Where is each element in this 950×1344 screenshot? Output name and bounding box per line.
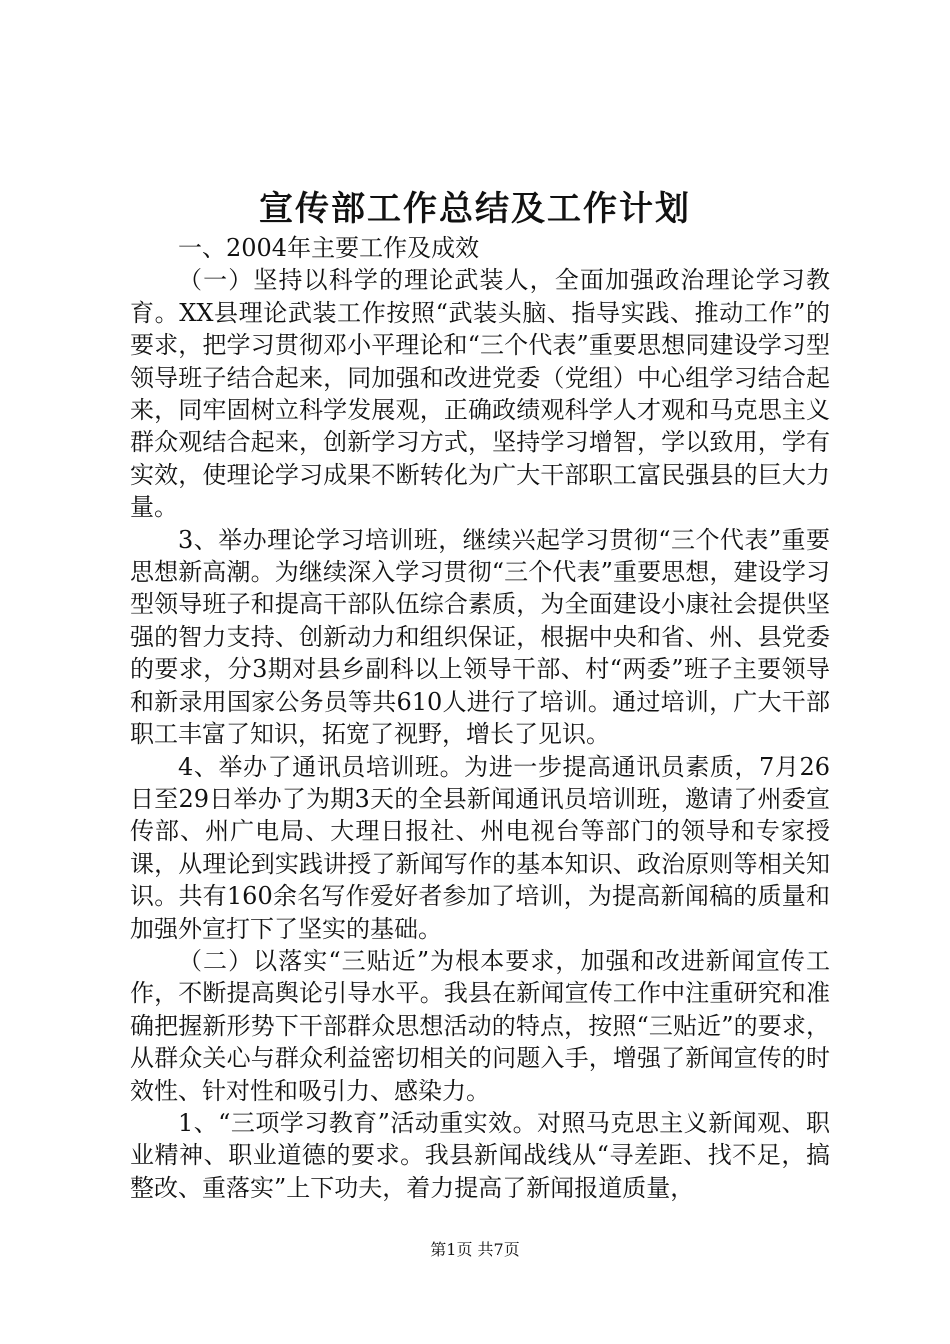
paragraph: （二）以落实“三贴近”为根本要求，加强和改进新闻宣传工作，不断提高舆论引导水平。我县在新闻宣传工作中注重研究和准确把握新形势下干部群众思想活动的特点，按照“三贴近”的要求，从群众关心与群众利益密切相关的问题入手，增强了新闻宣传的时效性、针对性和吸引力、感染力。 [130,946,830,1105]
paragraph: 4、举办了通讯员培训班。为进一步提高通讯员素质，7月26日至29日举办了为期3天的全县新闻通讯员培训班，邀请了州委宣传部、州广电局、大理日报社、州电视台等部门的领导和专家授课，从理论到实践讲授了新闻写作的基本知识、政治原则等相关知识。共有160余名写作爱好者参加了培训，为提高新闻稿的质量和加强外宣打下了坚实的基础。 [130,752,830,943]
section-heading: 一、2004年主要工作及成效 [178,234,480,262]
paragraph: 3、举办理论学习培训班，继续兴起学习贯彻“三个代表”重要思想新高潮。为继续深入学习贯彻“三个代表”重要思想，建设学习型领导班子和提高干部队伍综合素质，为全面建设小康社会提供坚强的智力支持、创新动力和组织保证，根据中央和省、州、县党委的要求，分3期对县乡副科以上领导干部、村“两委”班子主要领导和新录用国家公务员等共610人进行了培训。通过培训，广大干部职工丰富了知识，拓宽了视野，增长了见识。 [130,525,830,749]
paragraph: （一）坚持以科学的理论武装人，全面加强政治理论学习教育。XX县理论武装工作按照“武装头脑、指导实践、推动工作”的要求，把学习贯彻邓小平理论和“三个代表”重要思想同建设学习型领导班子结合起来，同加强和改进党委（党组）中心组学习结合起来，同牢固树立科学发展观，正确政绩观科学人才观和马克思主义群众观结合起来，创新学习方式，坚持学习增智，学以致用，学有实效，使理论学习成果不断转化为广大干部职工富民强县的巨大力量。 [130,266,830,522]
page-footer: 第1页 共7页 [430,1240,520,1259]
paragraph: 1、“三项学习教育”活动重实效。对照马克思主义新闻观、职业精神、职业道德的要求。我县新闻战线从“寻差距、找不足，搞整改、重落实”上下功夫，着力提高了新闻报道质量， [130,1108,830,1202]
document-body [130,232,830,1204]
document-title: 宣传部工作总结及工作计划 [259,189,691,229]
